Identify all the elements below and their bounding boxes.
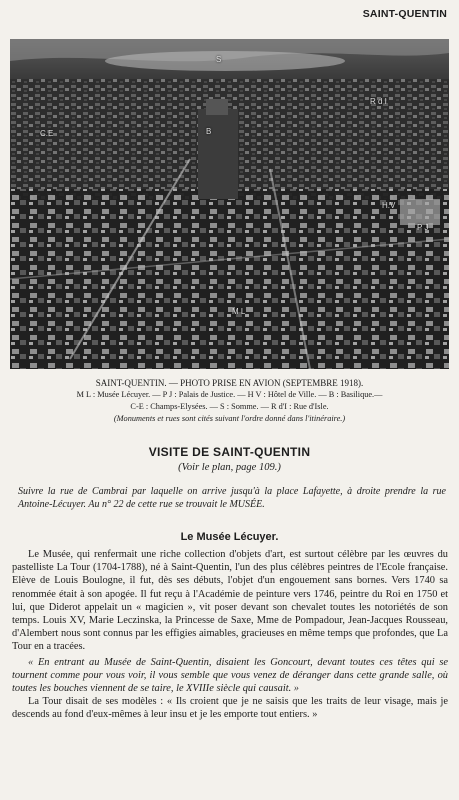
photo-label-rue-d-isle: R d I <box>370 97 387 106</box>
caption-legend-1: M L : Musée Lécuyer. — P J : Palais de Justice. — H V : Hôtel de Ville. — B : Basilique.— <box>76 390 383 399</box>
itinerary-intro: Suivre la rue de Cambrai par laquelle on arrive jusqu'à la place Lafayette, à droite prendre la rue Antoine-Lécuyer. Au n° 22 de cette rue se trouvait le MUSÉE. <box>18 486 446 510</box>
photo-label-champs-elysees: C.E <box>40 129 54 138</box>
running-head: SAINT-QUENTIN <box>362 8 447 20</box>
museum-description <box>12 548 448 722</box>
map-reference: (Voir le plan, page 109.) <box>178 462 281 473</box>
aerial-photo <box>10 39 449 369</box>
museum-title: Le Musée Lécuyer. <box>180 531 279 543</box>
photo-caption <box>10 377 449 425</box>
caption-title: SAINT-QUENTIN. — PHOTO PRISE EN AVION (SEPTEMBRE 1918). <box>95 378 364 388</box>
photo-label-somme: S <box>216 55 222 64</box>
caption-note: (Monuments et rues sont cités suivant l'ordre donné dans l'itinéraire.) <box>113 414 346 423</box>
photo-label-hotel-de-ville: H.V <box>382 201 396 210</box>
section-heading: VISITE DE SAINT-QUENTIN <box>148 445 311 459</box>
paragraph: Le Musée, qui renfermait une riche collection d'objets d'art, est surtout célèbre par les œuvres du pastelliste La Tour (1704-1788), né à Saint-Quentin, l'un des plus célèbres peintres de l'Ecole française. Elève de Louis Boulogne, il fut, dès ses débuts, l'objet d'un engouement sans bornes. Vers 1740 sa renommée était à son apogée. Il fut reçu à l'Académie de peinture vers 1746, peintre du Roi en 1750 et lui, que Diderot appelait un « magicien », vit poser devant son chevalet toutes les notoriétés de son temps. Louis XV, Marie Leczinska, la Princesse de Saxe, Mme de Pompadour, Jean-Jacques Rousseau, d'Alembert nous sont connus par les effigies aimables, gracieuses en même temps que profondes, que La Tour en a tracées. <box>12 549 448 653</box>
photo-label-musee-lecuyer: M L <box>232 307 246 316</box>
latour-quote: La Tour disait de ses modèles : « Ils croient que je ne saisis que les traits de leur visage, mais je descends au fond d'eux-mêmes à leur insu et je les emporte tout entiers. » <box>12 696 448 721</box>
photo-label-basilique: B <box>206 127 212 136</box>
goncourt-quote: « En entrant au Musée de Saint-Quentin, disaient les Goncourt, devant toutes ces têtes qui se tournent comme pour vous voir, il vous semble que vous venez de déranger dans cette grande salle, où toutes les bouches viennent de se taire, le XVIIIe siècle qui causait. » <box>12 656 448 695</box>
caption-legend-2: C-E : Champs-Elysées. — S : Somme. — R d'I : Rue d'Isle. <box>130 402 329 411</box>
photo-label-palais-de-justice: P J <box>417 223 429 232</box>
